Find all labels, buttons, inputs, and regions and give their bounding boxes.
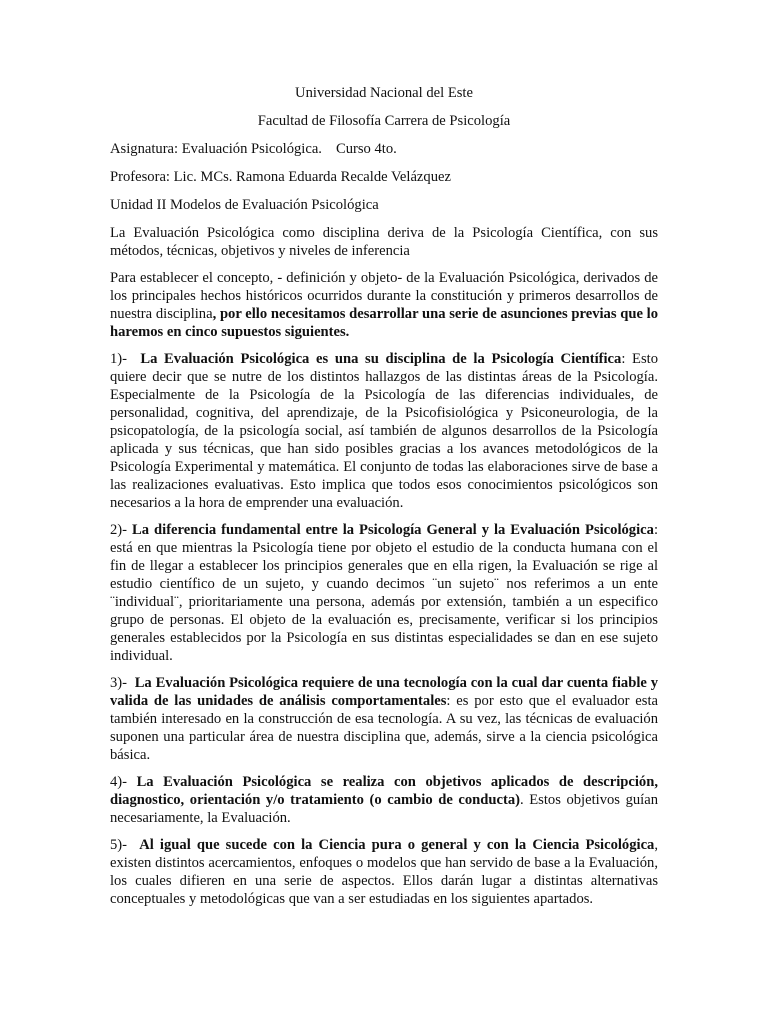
assumption-5 [110,836,658,908]
assumption-1 [110,350,658,512]
assumption-3-number: 3)- [110,675,128,691]
assumption-5-number: 5)- [110,837,128,853]
assumption-5-heading: Al igual que sucede con la Ciencia pura o general y con la Ciencia Psicológica [139,837,655,853]
concept-text: Para establecer el concepto, - definición y objeto- de la Evaluación Psicológica, derivados de los principales hechos históricos ocurridos durante la constitución y primeros desarrollos de nuestra disciplina [110,270,658,322]
intro-paragraph: La Evaluación Psicológica como disciplina deriva de la Psicología Científica, con sus métodos, técnicas, objetivos y niveles de inferencia [110,225,658,259]
assumption-2 [110,521,658,665]
professor-line: Profesora: Lic. MCs. Ramona Eduarda Recalde Velázquez [110,169,451,185]
assumption-2-text: : está en que mientras la Psicología tiene por objeto el estudio de la conducta humana con el fin de llegar a establecer los principios generales que en ella rigen, la Evaluación se rige al estudio científico de un sujeto, y cuando decimos ¨un sujeto¨ nos referimos a un ente ¨individual¨, prioritariamente una persona, además por extensión, también a un especifico grupo de personas. El objeto de la evaluación es, precisamente, verificar si los principios generales establecidos por la Psicología en sus distintas especialidades se dan en ese sujeto individual. [110,522,658,664]
assumption-4-heading: La Evaluación Psicológica se realiza con objetivos aplicados de descripción, diagnostico, orientación y/o tratamiento (o cambio de conducta) [110,774,658,808]
unit-title: Unidad II Modelos de Evaluación Psicológica [110,197,379,213]
assumption-2-number: 2)- [110,522,128,538]
assumption-4-text: . Estos objetivos guían necesariamente, la Evaluación. [110,792,658,826]
concept-paragraph [110,269,658,341]
assumption-3-heading: La Evaluación Psicológica requiere de una tecnología con la cual dar cuenta fiable y valida de las unidades de análisis comportamentales [110,675,659,709]
university-title: Universidad Nacional del Este [295,85,473,101]
assumption-1-heading: La Evaluación Psicológica es una su disciplina de la Psicología Científica [140,351,622,367]
assumption-4-number: 4)- [110,774,128,790]
assumption-5-text: , existen distintos acercamientos, enfoques o modelos que han servido de base a la Evaluación, los cuales difieren en una serie de aspectos. Ellos darán lugar a distintas alternativas conceptuales y metodológicas que van a ser estudiadas en los siguientes apartados. [110,837,658,907]
assumption-1-number: 1)- [110,351,128,367]
assumption-3-text: : es por esto que el evaluador esta también interesado en la construcción de esa tecnología. A su vez, las técnicas de evaluación suponen una particular área de nuestra disciplina que, además, sirve a la ciencia psicológica básica. [110,693,658,763]
faculty-title: Facultad de Filosofía Carrera de Psicología [257,113,511,129]
assumption-1-text: : Esto quiere decir que se nutre de los distintos hallazgos de las distintas áreas de la Psicología. Especialmente de la Psicología de la Psicología de las diferencias individuales, de personalidad, cognitiva, del aprendizaje, de la Psicofisiológica y Psiconeurologia, de la psicopatología, de la psicología social, así también de algunos desarrollos de la Psicología aplicada y sus técnicas, que han sido posibles gracias a los avances metodológicos de la Psicología Experimental y matemática. El conjunto de todas las elaboraciones sirve de base a las realizaciones evaluativas. Esto implica que todos esos conocimientos psicológicos son necesarios a la hora de emprender una evaluación. [110,351,658,511]
course-label: Curso 4to. [335,141,397,157]
subject-label: Asignatura: Evaluación Psicológica. [110,141,322,157]
subject-line [110,140,658,158]
concept-bold-text: , por ello necesitamos desarrollar una serie de asunciones previas que lo haremos en cinco supuestos siguientes. [110,306,658,340]
assumption-3 [110,674,658,764]
assumption-2-heading: La diferencia fundamental entre la Psicología General y la Evaluación Psicológica [132,522,654,538]
assumption-4 [110,773,658,827]
